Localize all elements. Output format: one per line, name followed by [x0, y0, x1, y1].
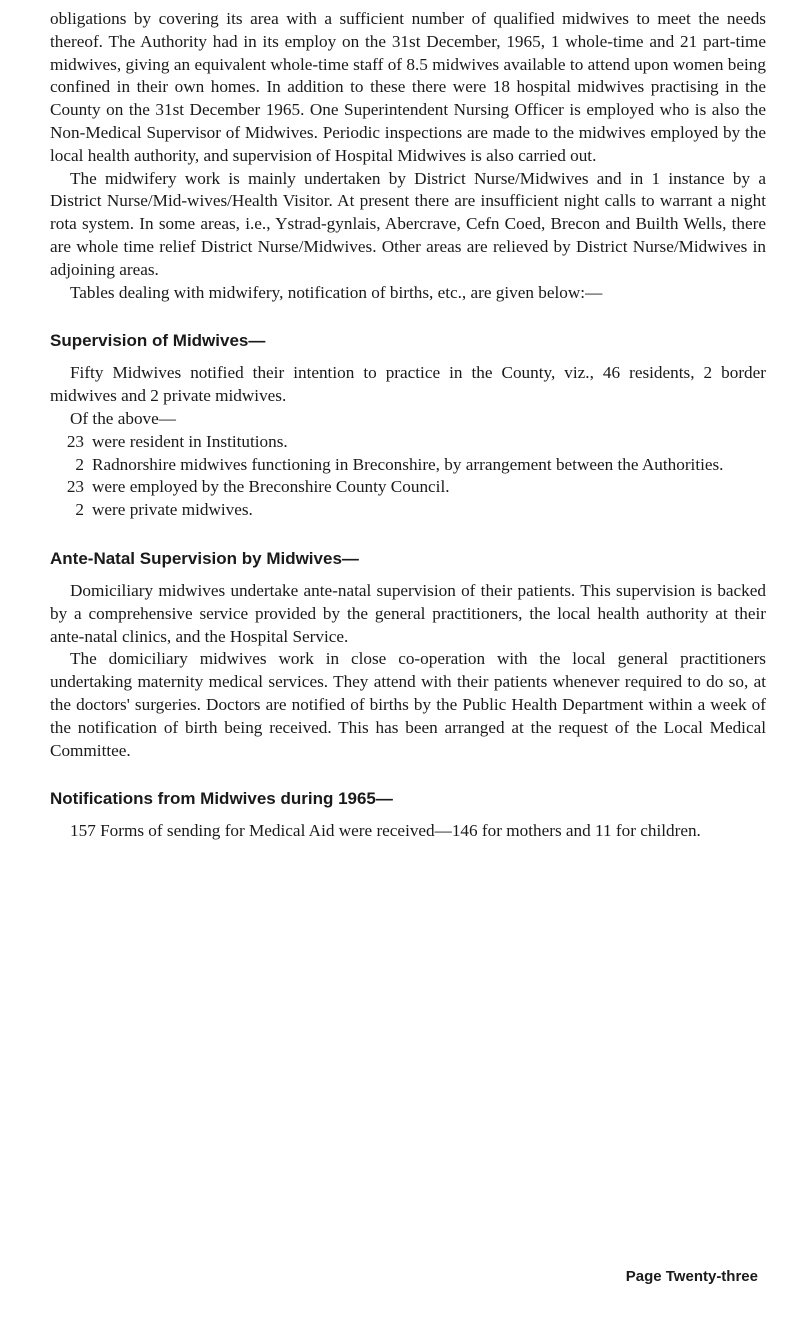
list-item-text: Radnorshire midwives functioning in Breconshire, by arrangement between the Authorities.	[92, 454, 724, 474]
list-item	[50, 431, 766, 454]
list-item-number: 2	[75, 454, 84, 474]
section-heading: Ante-Natal Supervision by Midwives—	[50, 548, 359, 568]
body-paragraph: Tables dealing with midwifery, notification of births, etc., are given below:—	[70, 282, 603, 302]
list-item-text: were private midwives.	[92, 500, 253, 520]
section-heading: Supervision of Midwives—	[50, 331, 266, 351]
body-paragraph: Fifty Midwives notified their intention to practice in the County, viz., 46 residents, 2 border midwives and 2 private midwives.	[50, 363, 766, 406]
list-item	[50, 499, 766, 522]
body-paragraph: Domiciliary midwives undertake ante-natal supervision of their patients. This supervision is backed by a comprehensive service provided by the general practitioners, the local health authority at their ante-natal clinics, and the Hospital Service.	[50, 580, 766, 646]
body-paragraph: The domiciliary midwives work in close co-operation with the local general practitioners undertaking maternity medical services. They attend with their patients whenever required to do so, at the doctors' surgeries. Doctors are notified of births by the Public Health Department within a week of the notification of birth being received. This has been arranged at the request of the Local Medical Committee.	[50, 649, 766, 760]
body-paragraph: The midwifery work is mainly undertaken by District Nurse/Midwives and in 1 instance by a District Nurse/Mid-wives/Health Visitor. At present there are insufficient night calls to warrant a night rota system. In some areas, i.e., Ystrad-gynlais, Abercrave, Cefn Coed, Brecon and Builth Wells, there are whole time relief District Nurse/Midwives. Other areas are relieved by District Nurse/Midwives in adjoining areas.	[50, 168, 766, 279]
list-item-number: 23	[66, 477, 84, 497]
body-paragraph: obligations by covering its area with a sufficient number of qualified midwives to meet the needs thereof. The Authority had in its employ on the 31st December, 1965, 1 whole-time and 21 part-time midwives, giving an equivalent whole-time staff of 8.5 midwives available to attend upon women being confined in their own homes. In addition to these there were 18 hospital midwives practising in the County on the 31st December 1965. One Superintendent Nursing Officer is employed who is also the Non-Medical Supervisor of Midwives. Periodic inspections are made to the midwives employed by the local health authority, and supervision of Hospital Midwives is also carried out.	[50, 9, 766, 165]
list-item	[50, 454, 766, 477]
body-paragraph: Of the above—	[70, 408, 176, 428]
page-number: Page Twenty-three	[625, 1268, 758, 1285]
list-item	[50, 476, 766, 499]
section-heading: Notifications from Midwives during 1965—	[50, 789, 393, 809]
list-item-number: 23	[66, 431, 84, 451]
body-paragraph: 157 Forms of sending for Medical Aid were received—146 for mothers and 11 for children.	[70, 821, 701, 841]
list-item-text: were resident in Institutions.	[92, 431, 288, 451]
list-item-text: were employed by the Breconshire County Council.	[92, 477, 450, 497]
institution-list	[50, 431, 766, 522]
list-item-number: 2	[75, 500, 84, 520]
